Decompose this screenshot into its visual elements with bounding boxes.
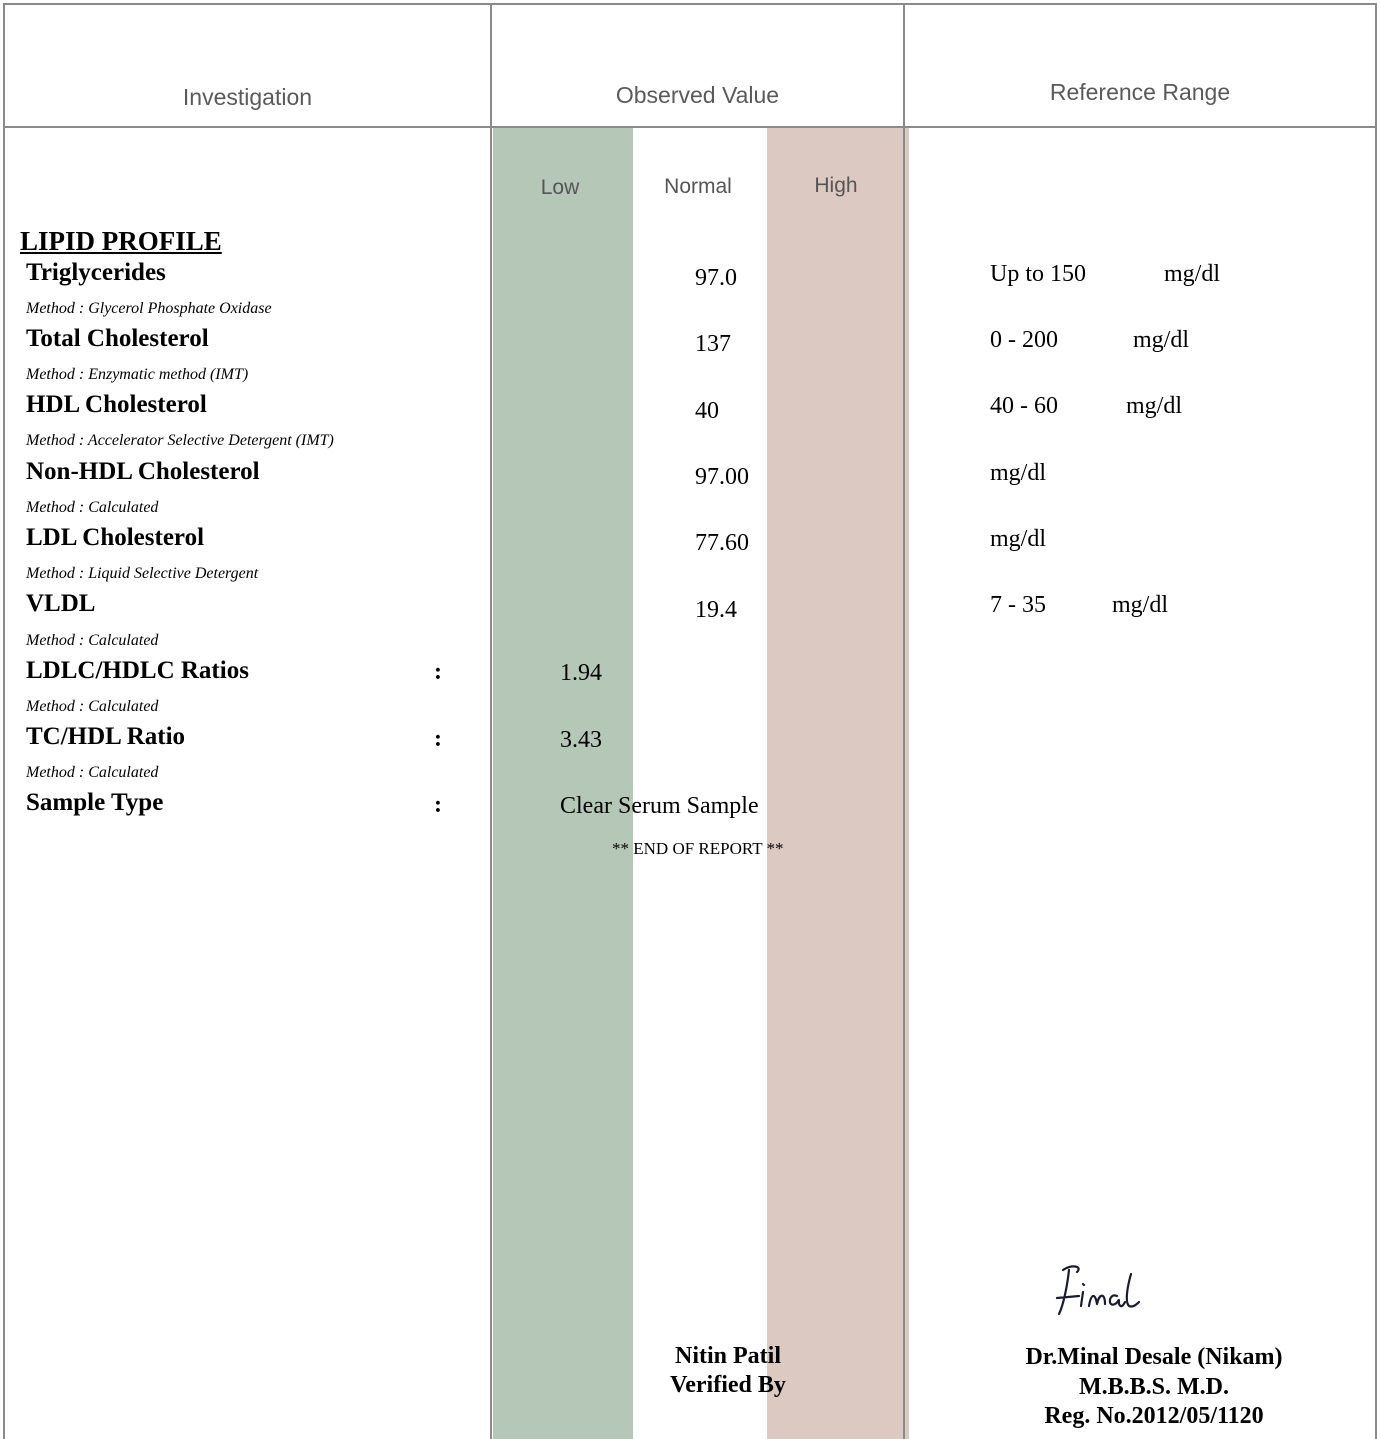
test-method: Method : Calculated xyxy=(26,632,159,649)
test-value: 40 xyxy=(695,398,719,424)
colon-separator: : xyxy=(434,726,442,752)
test-name: Total Cholesterol xyxy=(26,325,209,352)
header-bottom-rule xyxy=(3,126,1377,128)
verifier-role: Verified By xyxy=(670,1372,786,1398)
test-method: Method : Calculated xyxy=(26,698,159,715)
test-method: Method : Calculated xyxy=(26,499,159,516)
test-name: LDL Cholesterol xyxy=(26,524,205,551)
test-value: 97.0 xyxy=(695,265,737,291)
test-value: 137 xyxy=(695,331,731,357)
colon-separator: : xyxy=(434,792,442,818)
test-method: Method : Enzymatic method (IMT) xyxy=(26,366,249,383)
low-range-band xyxy=(493,127,633,1439)
doctor-registration: Reg. No.2012/05/1120 xyxy=(1044,1403,1264,1429)
test-name: HDL Cholesterol xyxy=(26,391,207,418)
reference-range: 0 - 200 xyxy=(990,327,1058,353)
test-value: 19.4 xyxy=(695,597,737,623)
test-name: Sample Type xyxy=(26,789,164,816)
doctor-signature xyxy=(1043,1258,1143,1338)
reference-unit: mg/dl xyxy=(1133,327,1190,353)
right-rule xyxy=(1375,3,1377,1439)
reference-unit: mg/dl xyxy=(1112,592,1169,618)
verifier-name: Nitin Patil xyxy=(675,1343,781,1369)
high-range-band xyxy=(767,127,909,1439)
test-name: LDLC/HDLC Ratios xyxy=(26,657,249,684)
test-name: VLDL xyxy=(26,590,96,617)
reference-range: 40 - 60 xyxy=(990,393,1058,419)
test-value: 3.43 xyxy=(560,727,602,753)
colon-separator: : xyxy=(434,659,442,685)
left-rule xyxy=(3,3,5,1439)
investigation-divider xyxy=(490,3,492,1439)
top-rule xyxy=(3,3,1377,5)
test-method: Method : Calculated xyxy=(26,764,159,781)
reference-unit: mg/dl xyxy=(1164,261,1221,287)
test-value: 77.60 xyxy=(695,530,749,556)
test-method: Method : Glycerol Phosphate Oxidase xyxy=(26,300,272,317)
section-title: LIPID PROFILE xyxy=(20,226,222,256)
test-name: Triglycerides xyxy=(26,259,166,286)
end-of-report: ** END OF REPORT ** xyxy=(612,839,784,858)
test-method: Method : Accelerator Selective Detergent (IMT) xyxy=(26,432,334,449)
test-value: 1.94 xyxy=(560,660,602,686)
high-subheader: High xyxy=(814,174,858,197)
reference-unit: mg/dl xyxy=(1126,393,1183,419)
test-name: TC/HDL Ratio xyxy=(26,723,186,750)
test-value: Clear Serum Sample xyxy=(560,793,759,819)
low-subheader: Low xyxy=(540,176,580,199)
doctor-name: Dr.Minal Desale (Nikam) xyxy=(1025,1344,1283,1370)
reference-range-header: Reference Range xyxy=(1049,79,1231,105)
normal-subheader: Normal xyxy=(664,175,732,198)
investigation-header: Investigation xyxy=(182,84,313,110)
test-name: Non-HDL Cholesterol xyxy=(26,458,260,485)
test-value: 97.00 xyxy=(695,464,749,490)
reference-range: 7 - 35 xyxy=(990,592,1046,618)
reference-unit: mg/dl xyxy=(990,460,1047,486)
observed-value-header: Observed Value xyxy=(615,82,780,108)
reference-unit: mg/dl xyxy=(990,526,1047,552)
doctor-qualification: M.B.B.S. M.D. xyxy=(1079,1374,1229,1400)
observed-divider xyxy=(903,3,905,1439)
reference-range: Up to 150 xyxy=(990,261,1086,287)
test-method: Method : Liquid Selective Detergent xyxy=(26,565,259,582)
